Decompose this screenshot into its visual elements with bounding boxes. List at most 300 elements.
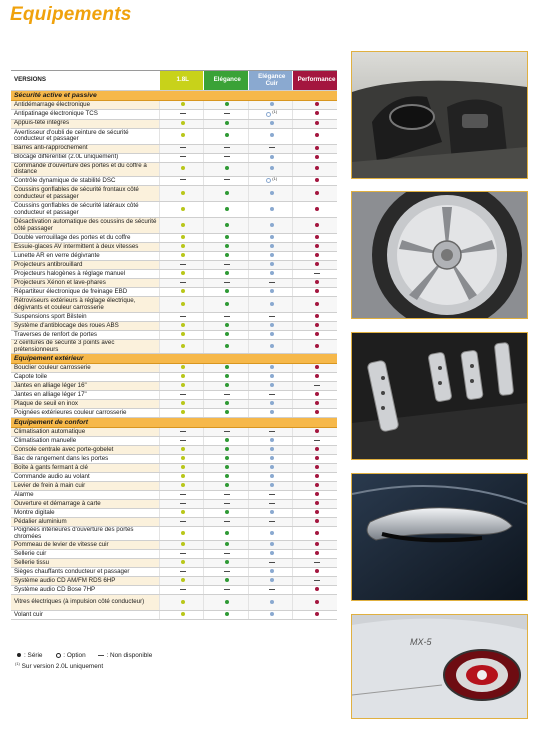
value-elegance xyxy=(204,261,249,270)
serie-dot-icon xyxy=(315,392,319,396)
value-elegance xyxy=(204,400,249,409)
value-18l xyxy=(159,437,204,446)
equipment-row xyxy=(11,218,337,234)
equipment-label: Coussins gonflables de sécurité latéraux côté conducteur et passager xyxy=(11,202,159,218)
value-elegance xyxy=(204,364,249,373)
value-performance xyxy=(293,176,338,186)
serie-dot-icon xyxy=(181,483,185,487)
not-available-dash-icon xyxy=(180,282,186,283)
value-performance xyxy=(293,186,338,202)
equipment-label: Jantes en alliage léger 16" xyxy=(11,382,159,391)
value-18l xyxy=(159,541,204,550)
serie-dot-icon xyxy=(181,600,185,604)
value-18l xyxy=(159,518,204,527)
value-elegance xyxy=(204,586,249,595)
value-performance xyxy=(293,568,338,577)
serie-dot-icon xyxy=(315,587,319,591)
value-elegance xyxy=(204,541,249,550)
value-elegance xyxy=(204,550,249,559)
serie-dot-icon xyxy=(315,253,319,257)
serie-dot-icon xyxy=(181,253,185,257)
value-elegance-cuir xyxy=(248,153,293,162)
serie-dot-icon xyxy=(181,289,185,293)
value-18l xyxy=(159,473,204,482)
value-performance xyxy=(293,202,338,218)
serie-dot-icon xyxy=(225,344,229,348)
serie-dot-icon xyxy=(315,474,319,478)
not-available-dash-icon xyxy=(224,156,230,157)
serie-dot-icon xyxy=(225,191,229,195)
serie-dot-icon xyxy=(225,133,229,137)
value-elegance xyxy=(204,119,249,128)
value-elegance xyxy=(204,186,249,202)
equipment-row xyxy=(11,128,337,144)
not-available-dash-icon xyxy=(224,521,230,522)
not-available-dash-icon xyxy=(224,316,230,317)
legend-symbols xyxy=(14,652,161,661)
equipment-label: Bac de rangement dans les portes xyxy=(11,455,159,464)
serie-dot-icon xyxy=(315,314,319,318)
value-elegance-cuir xyxy=(248,437,293,446)
value-18l xyxy=(159,153,204,162)
serie-dot-icon xyxy=(181,560,185,564)
serie-dot-icon xyxy=(225,447,229,451)
value-performance xyxy=(293,541,338,550)
serie-dot-icon xyxy=(315,542,319,546)
equipment-row xyxy=(11,252,337,261)
value-18l xyxy=(159,595,204,611)
value-18l xyxy=(159,586,204,595)
equipment-row xyxy=(11,541,337,550)
equipment-row xyxy=(11,550,337,559)
equipment-label: Projecteurs Xénon et lave-phares xyxy=(11,279,159,288)
value-elegance-cuir xyxy=(248,595,293,611)
serie-dot-icon xyxy=(315,121,319,125)
value-elegance xyxy=(204,144,249,153)
value-performance xyxy=(293,586,338,595)
value-elegance-cuir xyxy=(248,176,293,186)
option-circle-icon xyxy=(266,112,271,117)
not-available-dash-icon xyxy=(224,571,230,572)
serie-dot-icon xyxy=(225,474,229,478)
serie-dot-icon xyxy=(315,111,319,115)
equipment-row xyxy=(11,382,337,391)
serie-dot-icon xyxy=(315,235,319,239)
value-elegance xyxy=(204,473,249,482)
equipment-label: Commande audio au volant xyxy=(11,473,159,482)
col-header-elegance-cuir: Elégance Cuir xyxy=(248,71,293,91)
serie-dot-icon xyxy=(181,542,185,546)
value-performance xyxy=(293,297,338,313)
page-title: Equipements xyxy=(10,4,132,25)
serie-dot-icon xyxy=(181,578,185,582)
value-elegance xyxy=(204,409,249,418)
value-performance xyxy=(293,261,338,270)
value-elegance xyxy=(204,331,249,340)
equipment-label: Lunette AR en verre dégivrante xyxy=(11,252,159,261)
equipment-label: Coussins gonflables de sécurité frontaux côté conducteur et passager xyxy=(11,186,159,202)
equipment-row xyxy=(11,101,337,110)
value-elegance xyxy=(204,234,249,243)
value-18l xyxy=(159,234,204,243)
value-elegance-cuir xyxy=(248,243,293,252)
serie-dot-icon xyxy=(225,578,229,582)
value-performance xyxy=(293,482,338,491)
not-available-dash-icon xyxy=(224,589,230,590)
not-available-dash-icon xyxy=(224,503,230,504)
value-elegance xyxy=(204,288,249,297)
equipment-row xyxy=(11,559,337,568)
value-elegance xyxy=(204,611,249,620)
serie-dot-icon xyxy=(315,374,319,378)
photo-alloy-wheel xyxy=(351,191,528,319)
equipment-row xyxy=(11,234,337,243)
equipment-label: Boîte à gants fermant à clé xyxy=(11,464,159,473)
value-performance xyxy=(293,119,338,128)
value-performance xyxy=(293,518,338,527)
equipment-label: Antipatinage électronique TCS xyxy=(11,110,159,120)
value-elegance xyxy=(204,500,249,509)
equipment-label: Sièges chauffants conducteur et passager xyxy=(11,568,159,577)
serie-dot-icon xyxy=(315,332,319,336)
value-elegance xyxy=(204,322,249,331)
value-elegance-cuir xyxy=(248,577,293,586)
serie-dot-icon xyxy=(225,438,229,442)
value-elegance-cuir xyxy=(248,409,293,418)
equipment-row xyxy=(11,176,337,186)
serie-dot-icon xyxy=(315,401,319,405)
value-18l xyxy=(159,270,204,279)
serie-dot-icon xyxy=(315,569,319,573)
serie-dot-icon xyxy=(225,383,229,387)
serie-dot-icon xyxy=(315,166,319,170)
value-18l xyxy=(159,611,204,620)
value-elegance-cuir xyxy=(248,541,293,550)
value-elegance-cuir xyxy=(248,364,293,373)
equipment-label: Levier de frein à main cuir xyxy=(11,482,159,491)
serie-dot-icon xyxy=(270,600,274,604)
serie-dot-icon xyxy=(181,133,185,137)
section-header xyxy=(11,91,337,101)
legend xyxy=(14,652,161,671)
not-available-dash-icon xyxy=(180,571,186,572)
value-elegance xyxy=(204,518,249,527)
serie-dot-icon xyxy=(181,465,185,469)
equipment-label: Traverses de renfort de portes xyxy=(11,331,159,340)
value-18l xyxy=(159,279,204,288)
equipment-label: Système audio CD Bose 7HP xyxy=(11,586,159,595)
not-available-dash-icon xyxy=(180,264,186,265)
value-18l xyxy=(159,297,204,313)
equipment-row xyxy=(11,373,337,382)
equipment-row xyxy=(11,482,337,491)
value-elegance-cuir xyxy=(248,586,293,595)
serie-dot-icon xyxy=(315,365,319,369)
equipment-label: Appuis-tête intégrés xyxy=(11,119,159,128)
serie-dot-icon xyxy=(181,191,185,195)
serie-dot-icon xyxy=(270,344,274,348)
value-18l xyxy=(159,482,204,491)
value-performance xyxy=(293,409,338,418)
value-elegance-cuir xyxy=(248,473,293,482)
value-elegance-cuir xyxy=(248,527,293,541)
equipment-row xyxy=(11,279,337,288)
serie-dot-icon xyxy=(225,289,229,293)
value-elegance xyxy=(204,509,249,518)
equipment-row xyxy=(11,288,337,297)
value-elegance xyxy=(204,428,249,437)
serie-dot-icon xyxy=(315,133,319,137)
equipment-label: Climatisation automatique xyxy=(11,428,159,437)
serie-dot-icon xyxy=(270,578,274,582)
value-elegance-cuir xyxy=(248,128,293,144)
value-performance xyxy=(293,595,338,611)
serie-dot-icon xyxy=(315,447,319,451)
serie-dot-icon xyxy=(315,492,319,496)
serie-dot-icon xyxy=(270,510,274,514)
serie-dot-icon xyxy=(225,542,229,546)
value-performance xyxy=(293,473,338,482)
serie-dot-icon xyxy=(225,483,229,487)
equipment-label: Climatisation manuelle xyxy=(11,437,159,446)
legend-footnote: $^{(1)}$ Sur version 2.0L uniquement xyxy=(15,660,104,670)
not-available-dash-icon xyxy=(180,147,186,148)
not-available-dash-icon xyxy=(224,179,230,180)
value-elegance-cuir xyxy=(248,144,293,153)
serie-dot-icon xyxy=(270,191,274,195)
serie-dot-icon xyxy=(181,344,185,348)
value-elegance-cuir xyxy=(248,186,293,202)
equipment-row xyxy=(11,364,337,373)
section-header xyxy=(11,354,337,364)
value-18l xyxy=(159,364,204,373)
serie-dot-icon xyxy=(270,289,274,293)
value-elegance-cuir xyxy=(248,500,293,509)
value-elegance xyxy=(204,464,249,473)
value-18l xyxy=(159,243,204,252)
value-18l xyxy=(159,101,204,110)
serie-dot-icon xyxy=(225,410,229,414)
serie-dot-icon xyxy=(270,612,274,616)
not-available-dash-icon xyxy=(180,156,186,157)
value-performance xyxy=(293,509,338,518)
not-available-dash-icon xyxy=(180,440,186,441)
value-elegance xyxy=(204,297,249,313)
equipment-row xyxy=(11,409,337,418)
legend-serie: : Série xyxy=(14,652,42,661)
serie-dot-icon xyxy=(270,121,274,125)
value-performance xyxy=(293,128,338,144)
serie-dot-icon xyxy=(225,223,229,227)
value-elegance-cuir xyxy=(248,322,293,331)
serie-dot-icon xyxy=(225,323,229,327)
equipment-label: Projecteurs halogènes à réglage manuel xyxy=(11,270,159,279)
equipment-label: Poignées intérieures d'ouverture des portes chromées xyxy=(11,527,159,541)
serie-dot-icon xyxy=(315,456,319,460)
equipment-label: Répartiteur électronique de freinage EBD xyxy=(11,288,159,297)
value-18l xyxy=(159,409,204,418)
serie-dot-icon xyxy=(270,465,274,469)
not-available-dash-icon xyxy=(224,264,230,265)
serie-dot-icon xyxy=(315,410,319,414)
serie-dot-icon xyxy=(270,302,274,306)
serie-dot-icon xyxy=(270,569,274,573)
serie-dot-icon xyxy=(270,542,274,546)
not-available-dash-icon xyxy=(269,282,275,283)
serie-dot-icon xyxy=(225,374,229,378)
serie-dot-icon xyxy=(270,374,274,378)
serie-dot-icon xyxy=(315,223,319,227)
value-elegance-cuir xyxy=(248,491,293,500)
serie-dot-icon xyxy=(181,323,185,327)
not-available-dash-icon xyxy=(180,521,186,522)
value-elegance-cuir xyxy=(248,518,293,527)
not-available-dash-icon xyxy=(224,147,230,148)
value-elegance-cuir xyxy=(248,313,293,322)
value-18l xyxy=(159,391,204,400)
serie-dot-icon xyxy=(181,166,185,170)
equipment-row xyxy=(11,153,337,162)
serie-dot-icon xyxy=(315,344,319,348)
value-18l xyxy=(159,119,204,128)
value-performance xyxy=(293,110,338,120)
section-title: Sécurité active et passive xyxy=(11,91,337,101)
value-performance xyxy=(293,313,338,322)
value-elegance-cuir xyxy=(248,279,293,288)
equipment-row xyxy=(11,428,337,437)
value-elegance xyxy=(204,391,249,400)
not-available-dash-icon xyxy=(269,589,275,590)
serie-dot-icon xyxy=(270,410,274,414)
value-elegance xyxy=(204,252,249,261)
value-performance xyxy=(293,428,338,437)
equipment-row xyxy=(11,186,337,202)
equipment-row xyxy=(11,586,337,595)
value-performance xyxy=(293,577,338,586)
serie-dot-icon xyxy=(225,531,229,535)
value-elegance-cuir xyxy=(248,428,293,437)
equipment-label: Antidémarrage électronique xyxy=(11,101,159,110)
not-available-dash-icon xyxy=(180,431,186,432)
value-elegance-cuir xyxy=(248,288,293,297)
serie-dot-icon xyxy=(270,253,274,257)
col-header-elegance: Elégance xyxy=(204,71,249,91)
value-18l xyxy=(159,464,204,473)
equipment-label: Jantes en alliage léger 17" xyxy=(11,391,159,400)
value-elegance xyxy=(204,595,249,611)
equipment-row xyxy=(11,400,337,409)
table-header-row xyxy=(11,71,337,91)
not-available-dash-icon xyxy=(180,553,186,554)
serie-dot-icon xyxy=(315,262,319,266)
serie-dot-icon xyxy=(270,271,274,275)
value-18l xyxy=(159,322,204,331)
not-available-dash-icon xyxy=(269,316,275,317)
equipment-row xyxy=(11,437,337,446)
value-elegance xyxy=(204,128,249,144)
serie-dot-icon xyxy=(315,207,319,211)
serie-dot-icon xyxy=(270,483,274,487)
value-elegance-cuir xyxy=(248,550,293,559)
equipment-row xyxy=(11,119,337,128)
equipment-label: Projecteurs antibrouillard xyxy=(11,261,159,270)
value-elegance-cuir xyxy=(248,261,293,270)
value-elegance-cuir xyxy=(248,270,293,279)
equipment-label: Essuie-glaces AV intermittent à deux vitesses xyxy=(11,243,159,252)
equipment-row xyxy=(11,611,337,620)
equipment-row xyxy=(11,331,337,340)
value-18l xyxy=(159,218,204,234)
value-performance xyxy=(293,527,338,541)
equipment-label: Capote toile xyxy=(11,373,159,382)
value-performance xyxy=(293,455,338,464)
serie-dot-icon xyxy=(181,244,185,248)
value-elegance xyxy=(204,568,249,577)
photo-alu-pedals xyxy=(351,332,528,460)
equipment-label: Montre digitale xyxy=(11,509,159,518)
equipment-label: Contrôle dynamique de stabilité DSC xyxy=(11,176,159,186)
equipment-row xyxy=(11,261,337,270)
serie-dot-icon xyxy=(315,155,319,159)
serie-dot-icon xyxy=(270,323,274,327)
versions-header: VERSIONS xyxy=(11,71,159,91)
value-elegance-cuir xyxy=(248,297,293,313)
legend-nondispo: : Non disponible xyxy=(96,652,152,661)
serie-dot-icon xyxy=(225,600,229,604)
value-elegance xyxy=(204,340,249,354)
serie-dot-icon xyxy=(315,323,319,327)
value-performance xyxy=(293,162,338,176)
serie-dot-icon xyxy=(270,155,274,159)
serie-dot-icon xyxy=(270,262,274,266)
serie-dot-icon xyxy=(225,465,229,469)
legend-option: : Option xyxy=(53,652,85,661)
serie-dot-icon xyxy=(181,531,185,535)
serie-dot-icon xyxy=(181,302,185,306)
equipment-row xyxy=(11,243,337,252)
serie-dot-icon xyxy=(181,447,185,451)
value-18l xyxy=(159,202,204,218)
value-18l xyxy=(159,400,204,409)
equipment-label: Bouclier couleur carrosserie xyxy=(11,364,159,373)
equipment-label: Système audio CD AM/FM RDS 6HP xyxy=(11,577,159,586)
value-elegance-cuir xyxy=(248,101,293,110)
equipment-label: Barres anti-rapprochement xyxy=(11,144,159,153)
not-available-dash-icon xyxy=(180,316,186,317)
value-18l xyxy=(159,128,204,144)
value-performance xyxy=(293,101,338,110)
equipment-label: Sellerie cuir xyxy=(11,550,159,559)
not-available-dash-icon xyxy=(180,494,186,495)
serie-dot-icon xyxy=(225,102,229,106)
not-available-dash-icon xyxy=(269,562,275,563)
equipment-label: Désactivation automatique des coussins de sécurité côté passager xyxy=(11,218,159,234)
value-elegance-cuir xyxy=(248,218,293,234)
section-title: Equipement extérieur xyxy=(11,354,337,364)
value-elegance-cuir xyxy=(248,391,293,400)
equipment-label: 2 ceintures de sécurité 3 points avec prétensionneurs xyxy=(11,340,159,354)
value-elegance xyxy=(204,243,249,252)
not-available-dash-icon xyxy=(314,440,320,441)
value-elegance-cuir xyxy=(248,110,293,120)
serie-dot-icon xyxy=(225,332,229,336)
serie-dot-icon xyxy=(225,271,229,275)
value-elegance-cuir xyxy=(248,373,293,382)
serie-dot-icon xyxy=(225,456,229,460)
equipment-row xyxy=(11,162,337,176)
serie-dot-icon xyxy=(315,483,319,487)
value-performance xyxy=(293,611,338,620)
